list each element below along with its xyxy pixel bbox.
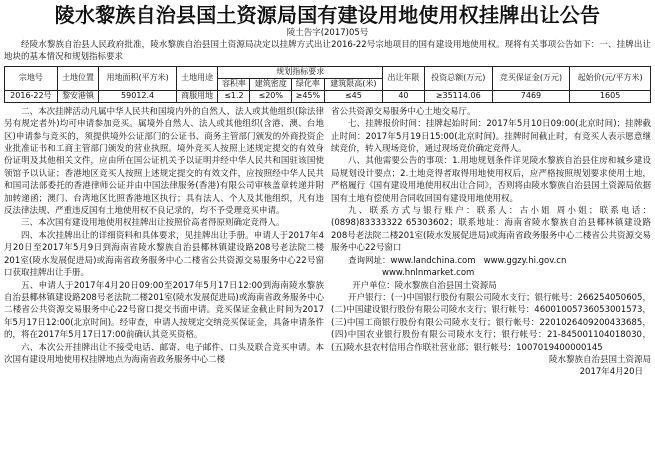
cell-density: ≤20% xyxy=(250,90,292,102)
website-hnlnmarket-link[interactable]: www.hnlnmarket.com xyxy=(382,268,475,279)
th-green: 绿化率 xyxy=(292,78,325,90)
th-area: 用地面积(平方米) xyxy=(99,66,177,90)
websites-line xyxy=(331,255,651,267)
cell-plot: 2016-22号 xyxy=(5,90,58,102)
th-years: 出让年限 xyxy=(383,66,425,90)
th-use: 土地用途 xyxy=(176,66,218,90)
intro-paragraph: 经陵水黎族自治县人民政府批准，陵水黎族自治县国土资源局决定以挂牌方式出让2016-22号宗地项目的国有建设用地使用权。现将有关事项公告如下：一、挂牌出让地块的基本情况和规划指标要求 xyxy=(4,40,651,63)
signature-block xyxy=(331,354,651,379)
th-location: 土地位置 xyxy=(57,66,99,90)
website-ggzy-link[interactable]: www.ggzy.hi.gov.cn xyxy=(483,255,567,266)
para-bid-time: 七、挂牌报价时间：挂牌起始时间：2017年5月10日09:00(北京时间)；挂牌截止时间：2017年5月19日15:00(北京时间)。挂牌时间截止时，有竞买人表示愿意继续竞价，转入现场竞价，通过现场竞价确定竞得人。 xyxy=(331,119,651,155)
table-row xyxy=(5,90,651,102)
th-far: 容积率 xyxy=(218,78,250,90)
cell-far: ≤1.2 xyxy=(218,90,250,102)
cell-use: 商服用地 xyxy=(176,90,218,102)
para-no-remote: 六、本次公开挂牌出让不接受电话、邮寄、电子邮件、口头及联合竞买申请。本次国有建设用地使用权挂牌地点为海南省政务服务中心二楼 xyxy=(4,342,324,365)
body-columns xyxy=(4,106,651,379)
cell-height: ≤45 xyxy=(324,90,382,102)
para-venue: 省公共资源交易服务中心土地交易厅。 xyxy=(331,106,476,117)
table-header-row xyxy=(5,66,651,78)
cell-invest: ≥35114.06 xyxy=(424,90,492,102)
para-application: 五、申请人于2017年4月20日09:00至2017年5月17日12:00到海南陵水黎族自治县椰林镇建设路208号老法院二楼201室(陵水发展促进局)或海南省政务服务中心二楼省公共资源交易服务中心22号窗口提交书面申请。竞买保证金截止时间为2017年5月17日12:00(北京时间)。经审查，申请人按规定交纳竞买保证金，具备申请条件的，将在2017年5月17日17:00前确认其竞买资格。 xyxy=(4,280,324,341)
right-column xyxy=(331,106,651,379)
website-line-2 xyxy=(331,267,651,279)
cell-location: 黎安港镇 xyxy=(57,90,99,102)
bank-accounts: 开户银行：(一)中国银行股份有限公司陵水支行；银行帐号：266254050605，(二)中国建设银行股份有限公司陵水支行；银行帐号：46001005736053001573，(三)中国工商银行股份有限公司陵水支行；银行帐号：2201026409200433685，(四)中国农业银行股份有限公司陵水支行；银行帐号：21-845001104018030，(五)陵水县农村信用合作联社营业部；银行帐号：1007019400000145 xyxy=(331,292,651,353)
th-height: 建筑限高(米) xyxy=(324,78,382,90)
page-title: 陵水黎族自治县国土资源局国有建设用地使用权挂牌出让公告 xyxy=(54,3,601,27)
cell-years: 40 xyxy=(383,90,425,102)
cell-start: 1605 xyxy=(570,90,651,102)
cell-green: ≥45% xyxy=(292,90,325,102)
website-landchina-link[interactable]: www.landchina.com xyxy=(390,255,476,266)
left-column xyxy=(4,106,324,379)
websites-label: 查询网址： xyxy=(348,255,391,266)
para-winner-rule: 三、本次国有建设用地使用权挂牌出让按照价高者得原则确定竞得人。 xyxy=(21,218,285,229)
th-start: 起始价(元/平方米) xyxy=(570,66,651,90)
account-name: 开户单位：陵水黎族自治县国土资源局 xyxy=(352,280,497,291)
para-other: 八、其他需要公告的事项：1.用地规划条件详见陵水黎族自治县住房和城乡建设局规划设计要点；2.土地竞得者取得用地使用权后，应严格按照规划要求使用土地，严格履行《国有建设用地使用权出让合同》，否则将由陵水黎族自治县国土资源局依据国有土地有偿使用合同收回国有建设用地使用权。 xyxy=(331,156,651,204)
cell-area: 59012.4 xyxy=(99,90,177,102)
th-deposit: 竞买保证金(万元) xyxy=(492,66,570,90)
para-documents: 四、本次挂牌出让的详细资料和具体要求，见挂牌出让手册。申请人于2017年4月20日至2017年5月9日到海南省陵水黎族自治县椰林镇建设路208号老法院二楼201室(陵水发展促进局)或海南省政务服务中心二楼省公共资源交易服务中心22号窗口获取挂牌出让手册。 xyxy=(4,230,324,279)
cell-deposit: 7469 xyxy=(492,90,570,102)
th-density: 建筑密度 xyxy=(250,78,292,90)
para-contact: 九、联系方式与银行账户：联系人：古小姐 周小姐；联系电话：(0898)83333322 65303602；联系地址：海南省陵水黎族自治县椰林镇建设路208号老法院二楼201室(陵水发展促进局)或海南省政务服务中心二楼省公共资源交易服务中心22号窗口 xyxy=(331,206,651,254)
th-plot: 宗地号 xyxy=(5,66,58,90)
issuer-signature: 陵水黎族自治县国土资源局 xyxy=(548,354,651,365)
document-number: 陵土告字(2017)05号 xyxy=(286,28,369,38)
th-plan: 规划指标要求 xyxy=(218,66,383,78)
plot-info-table xyxy=(4,66,651,103)
para-eligibility: 二、本次挂牌活动凡属中华人民共和国境内外的自然人、法人或其他组织(除法律另有规定者外)均可申请参加竞买。属境外自然人、法人或其他组织(含港、澳、台地区)申请参与竞买的，须提供境外公证部门的公证书、商务主管部门颁发的外商投资企业批准证书和工商主管部门颁发的营业执照。境外竞买人按照上述规定提交的有效身份证明及其他相关文件，应由所在国公证机关予以证明并经中华人民共和国驻该国使领馆予以认证；香港地区竞买人按照上述规定提交的有效文件，应按照经中华人民共和国司法部委托的香港律师公证并由中国法律服务(香港)有限公司审核盖章转递并附加转递函；澳门、台湾地区比照香港地区执行；具有法人、个人及其他组织，凡有违反法律法规、严重违反国有土地使用权不良记录的，均不予受理竞买申请。 xyxy=(4,106,324,217)
th-invest: 投资总额(万元) xyxy=(424,66,492,90)
issue-date: 2017年4月20日 xyxy=(579,367,643,378)
